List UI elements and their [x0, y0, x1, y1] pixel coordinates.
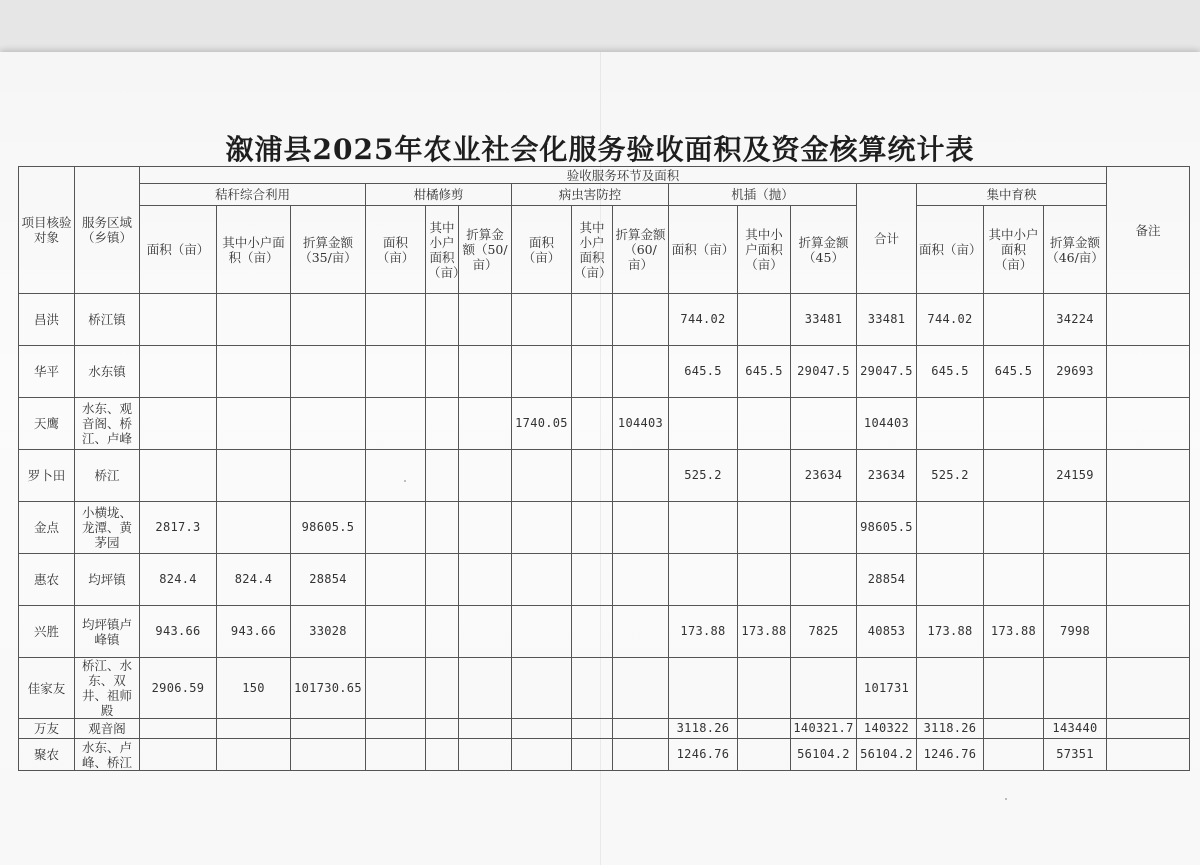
header-pest-small: 其中小户面积（亩）: [572, 206, 613, 294]
cell-pest-amount: [613, 294, 669, 346]
cell-citrus-amount: [459, 346, 512, 398]
cell-machine-area: [669, 554, 738, 606]
cell-total: 29047.5: [857, 346, 917, 398]
cell-total: 40853: [857, 606, 917, 658]
cell-seed-area: 1246.76: [917, 739, 984, 771]
cell-citrus-small: [426, 554, 459, 606]
cell-remark: [1107, 606, 1190, 658]
cell-straw-amount: [291, 719, 366, 739]
table-row: [19, 719, 1190, 739]
cell-citrus-small: [426, 606, 459, 658]
cell-straw-area: [140, 398, 217, 450]
cell-region: 小横垅、龙潭、黄茅园: [75, 502, 140, 554]
cell-pest-area: [512, 346, 572, 398]
header-region: 服务区域（乡镇）: [75, 167, 140, 294]
cell-remark: [1107, 658, 1190, 719]
cell-seed-area: [917, 502, 984, 554]
cell-machine-small: [738, 658, 791, 719]
header-straw-area: 面积（亩）: [140, 206, 217, 294]
table-row: [19, 606, 1190, 658]
header-citrus-small: 其中小户面积（亩）: [426, 206, 459, 294]
cell-remark: [1107, 554, 1190, 606]
cell-pest-small: [572, 554, 613, 606]
cell-machine-small: [738, 398, 791, 450]
cell-straw-amount: [291, 739, 366, 771]
statistics-table: [18, 166, 1190, 771]
cell-straw-area: 824.4: [140, 554, 217, 606]
cell-seed-amount: [1044, 658, 1107, 719]
header-machine-amount: 折算金额（45）: [791, 206, 857, 294]
cell-straw-area: 943.66: [140, 606, 217, 658]
cell-seed-amount: 7998: [1044, 606, 1107, 658]
cell-pest-area: [512, 554, 572, 606]
cell-straw-amount: 101730.65: [291, 658, 366, 719]
cell-straw-amount: 98605.5: [291, 502, 366, 554]
cell-citrus-small: [426, 346, 459, 398]
cell-citrus-small: [426, 294, 459, 346]
cell-machine-amount: 56104.2: [791, 739, 857, 771]
cell-pest-small: [572, 502, 613, 554]
cell-seed-area: [917, 658, 984, 719]
cell-total: 23634: [857, 450, 917, 502]
cell-seed-amount: 24159: [1044, 450, 1107, 502]
cell-straw-amount: [291, 294, 366, 346]
cell-straw-small: 150: [217, 658, 291, 719]
cell-project: 聚农: [19, 739, 75, 771]
cell-project: 兴胜: [19, 606, 75, 658]
cell-citrus-area: [366, 450, 426, 502]
header-remark: 备注: [1107, 167, 1190, 294]
cell-seed-small: 173.88: [984, 606, 1044, 658]
cell-seed-area: 3118.26: [917, 719, 984, 739]
cell-citrus-area: [366, 739, 426, 771]
header-straw: 秸秆综合利用: [140, 184, 366, 206]
cell-citrus-area: [366, 719, 426, 739]
cell-seed-amount: [1044, 554, 1107, 606]
cell-citrus-amount: [459, 658, 512, 719]
cell-straw-amount: [291, 346, 366, 398]
cell-seed-area: [917, 554, 984, 606]
cell-citrus-small: [426, 502, 459, 554]
cell-citrus-amount: [459, 554, 512, 606]
header-citrus: 柑橘修剪: [366, 184, 512, 206]
cell-region: 观音阁: [75, 719, 140, 739]
cell-pest-small: [572, 294, 613, 346]
cell-straw-small: [217, 719, 291, 739]
table-row: [19, 658, 1190, 719]
table-row: [19, 502, 1190, 554]
cell-machine-small: [738, 502, 791, 554]
cell-region: 桥江: [75, 450, 140, 502]
cell-pest-amount: [613, 554, 669, 606]
cell-straw-area: 2906.59: [140, 658, 217, 719]
header-seed-amount: 折算金额（46/亩）: [1044, 206, 1107, 294]
cell-machine-small: [738, 739, 791, 771]
cell-citrus-area: [366, 658, 426, 719]
scan-speck: [1005, 798, 1007, 800]
cell-remark: [1107, 450, 1190, 502]
cell-citrus-amount: [459, 502, 512, 554]
cell-remark: [1107, 739, 1190, 771]
cell-machine-small: [738, 450, 791, 502]
cell-machine-area: 645.5: [669, 346, 738, 398]
header-machine: 机插（抛）: [669, 184, 857, 206]
cell-pest-area: [512, 294, 572, 346]
cell-machine-amount: [791, 398, 857, 450]
cell-region: 均坪镇卢峰镇: [75, 606, 140, 658]
header-seed-small: 其中小户面积（亩）: [984, 206, 1044, 294]
cell-straw-small: [217, 398, 291, 450]
cell-citrus-small: [426, 658, 459, 719]
cell-citrus-amount: [459, 450, 512, 502]
cell-pest-amount: [613, 719, 669, 739]
cell-pest-amount: 104403: [613, 398, 669, 450]
header-machine-area: 面积（亩）: [669, 206, 738, 294]
cell-machine-small: [738, 294, 791, 346]
table-row: [19, 450, 1190, 502]
cell-remark: [1107, 502, 1190, 554]
cell-project: 天鹰: [19, 398, 75, 450]
cell-project: 惠农: [19, 554, 75, 606]
header-citrus-area: 面积（亩）: [366, 206, 426, 294]
cell-pest-area: [512, 450, 572, 502]
cell-pest-amount: [613, 658, 669, 719]
cell-citrus-area: [366, 294, 426, 346]
cell-seed-area: 744.02: [917, 294, 984, 346]
cell-machine-area: 525.2: [669, 450, 738, 502]
header-seedling: 集中育秧: [917, 184, 1107, 206]
cell-machine-area: [669, 398, 738, 450]
cell-straw-area: [140, 739, 217, 771]
cell-remark: [1107, 719, 1190, 739]
cell-seed-small: [984, 450, 1044, 502]
cell-project: 华平: [19, 346, 75, 398]
cell-straw-amount: [291, 450, 366, 502]
cell-seed-area: [917, 398, 984, 450]
header-project: 项目核验对象: [19, 167, 75, 294]
cell-machine-amount: 29047.5: [791, 346, 857, 398]
table-row: [19, 398, 1190, 450]
cell-project: 罗卜田: [19, 450, 75, 502]
cell-seed-small: [984, 294, 1044, 346]
cell-seed-area: 173.88: [917, 606, 984, 658]
cell-straw-amount: [291, 398, 366, 450]
cell-seed-small: [984, 719, 1044, 739]
table-row: [19, 346, 1190, 398]
cell-total: 101731: [857, 658, 917, 719]
cell-seed-small: [984, 739, 1044, 771]
cell-straw-area: [140, 719, 217, 739]
cell-straw-area: 2817.3: [140, 502, 217, 554]
header-straw-small: 其中小户面积（亩）: [217, 206, 291, 294]
cell-pest-small: [572, 398, 613, 450]
cell-pest-small: [572, 606, 613, 658]
cell-machine-amount: 140321.7: [791, 719, 857, 739]
header-pest-amount: 折算金额（60/亩）: [613, 206, 669, 294]
cell-total: 104403: [857, 398, 917, 450]
cell-seed-amount: [1044, 502, 1107, 554]
cell-straw-small: 943.66: [217, 606, 291, 658]
cell-region: 桥江镇: [75, 294, 140, 346]
cell-citrus-area: [366, 606, 426, 658]
cell-citrus-area: [366, 398, 426, 450]
cell-straw-area: [140, 346, 217, 398]
cell-machine-area: 173.88: [669, 606, 738, 658]
cell-seed-amount: 57351: [1044, 739, 1107, 771]
cell-machine-area: 1246.76: [669, 739, 738, 771]
cell-straw-amount: 33028: [291, 606, 366, 658]
cell-citrus-amount: [459, 719, 512, 739]
cell-machine-small: [738, 554, 791, 606]
cell-citrus-small: [426, 450, 459, 502]
cell-region: 水东、卢峰、桥江: [75, 739, 140, 771]
cell-machine-small: 173.88: [738, 606, 791, 658]
cell-citrus-small: [426, 398, 459, 450]
cell-seed-small: [984, 398, 1044, 450]
cell-straw-small: [217, 294, 291, 346]
cell-citrus-small: [426, 719, 459, 739]
cell-machine-amount: [791, 554, 857, 606]
cell-straw-small: [217, 502, 291, 554]
cell-citrus-area: [366, 502, 426, 554]
cell-straw-small: [217, 450, 291, 502]
cell-remark: [1107, 294, 1190, 346]
header-service-group: 验收服务环节及面积: [140, 167, 1107, 184]
cell-machine-area: 744.02: [669, 294, 738, 346]
cell-pest-small: [572, 450, 613, 502]
cell-project: 佳家友: [19, 658, 75, 719]
cell-seed-area: 525.2: [917, 450, 984, 502]
cell-machine-amount: [791, 658, 857, 719]
cell-machine-area: 3118.26: [669, 719, 738, 739]
cell-citrus-small: [426, 739, 459, 771]
cell-pest-area: [512, 739, 572, 771]
cell-region: 桥江、水东、双井、祖师殿: [75, 658, 140, 719]
cell-straw-small: [217, 739, 291, 771]
cell-machine-area: [669, 658, 738, 719]
cell-seed-small: [984, 658, 1044, 719]
cell-citrus-amount: [459, 398, 512, 450]
document-title: 溆浦县2025年农业社会化服务验收面积及资金核算统计表: [225, 133, 975, 166]
cell-seed-amount: 143440: [1044, 719, 1107, 739]
cell-machine-area: [669, 502, 738, 554]
cell-pest-amount: [613, 606, 669, 658]
header-machine-small: 其中小户面积（亩）: [738, 206, 791, 294]
table-row: [19, 294, 1190, 346]
cell-seed-amount: [1044, 398, 1107, 450]
cell-seed-amount: 34224: [1044, 294, 1107, 346]
cell-total: 33481: [857, 294, 917, 346]
cell-pest-amount: [613, 346, 669, 398]
header-seed-area: 面积（亩）: [917, 206, 984, 294]
cell-straw-small: [217, 346, 291, 398]
cell-pest-area: [512, 719, 572, 739]
cell-pest-small: [572, 658, 613, 719]
cell-machine-amount: [791, 502, 857, 554]
cell-machine-small: 645.5: [738, 346, 791, 398]
cell-region: 均坪镇: [75, 554, 140, 606]
cell-pest-amount: [613, 502, 669, 554]
cell-pest-small: [572, 346, 613, 398]
cell-seed-area: 645.5: [917, 346, 984, 398]
cell-citrus-amount: [459, 606, 512, 658]
cell-pest-area: 1740.05: [512, 398, 572, 450]
cell-straw-area: [140, 294, 217, 346]
cell-total: 28854: [857, 554, 917, 606]
cell-straw-amount: 28854: [291, 554, 366, 606]
cell-project: 金点: [19, 502, 75, 554]
cell-seed-small: [984, 502, 1044, 554]
cell-total: 98605.5: [857, 502, 917, 554]
cell-pest-amount: [613, 739, 669, 771]
cell-total: 56104.2: [857, 739, 917, 771]
table-row: [19, 554, 1190, 606]
cell-total: 140322: [857, 719, 917, 739]
cell-machine-amount: 23634: [791, 450, 857, 502]
cell-pest-small: [572, 719, 613, 739]
cell-straw-small: 824.4: [217, 554, 291, 606]
table-row: [19, 739, 1190, 771]
cell-straw-area: [140, 450, 217, 502]
header-straw-amount: 折算金额（35/亩）: [291, 206, 366, 294]
cell-pest-amount: [613, 450, 669, 502]
cell-citrus-area: [366, 554, 426, 606]
cell-remark: [1107, 398, 1190, 450]
cell-seed-small: [984, 554, 1044, 606]
cell-region: 水东镇: [75, 346, 140, 398]
cell-pest-area: [512, 502, 572, 554]
cell-project: 万友: [19, 719, 75, 739]
header-total: 合计: [857, 184, 917, 294]
cell-citrus-amount: [459, 294, 512, 346]
cell-project: 昌洪: [19, 294, 75, 346]
header-pest: 病虫害防控: [512, 184, 669, 206]
cell-pest-area: [512, 658, 572, 719]
cell-remark: [1107, 346, 1190, 398]
cell-machine-amount: 7825: [791, 606, 857, 658]
cell-seed-small: 645.5: [984, 346, 1044, 398]
cell-region: 水东、观音阁、桥江、卢峰: [75, 398, 140, 450]
cell-pest-small: [572, 739, 613, 771]
cell-machine-small: [738, 719, 791, 739]
header-citrus-amount: 折算金额（50/亩）: [459, 206, 512, 294]
cell-citrus-area: [366, 346, 426, 398]
cell-pest-area: [512, 606, 572, 658]
cell-citrus-amount: [459, 739, 512, 771]
cell-machine-amount: 33481: [791, 294, 857, 346]
cell-seed-amount: 29693: [1044, 346, 1107, 398]
header-pest-area: 面积（亩）: [512, 206, 572, 294]
